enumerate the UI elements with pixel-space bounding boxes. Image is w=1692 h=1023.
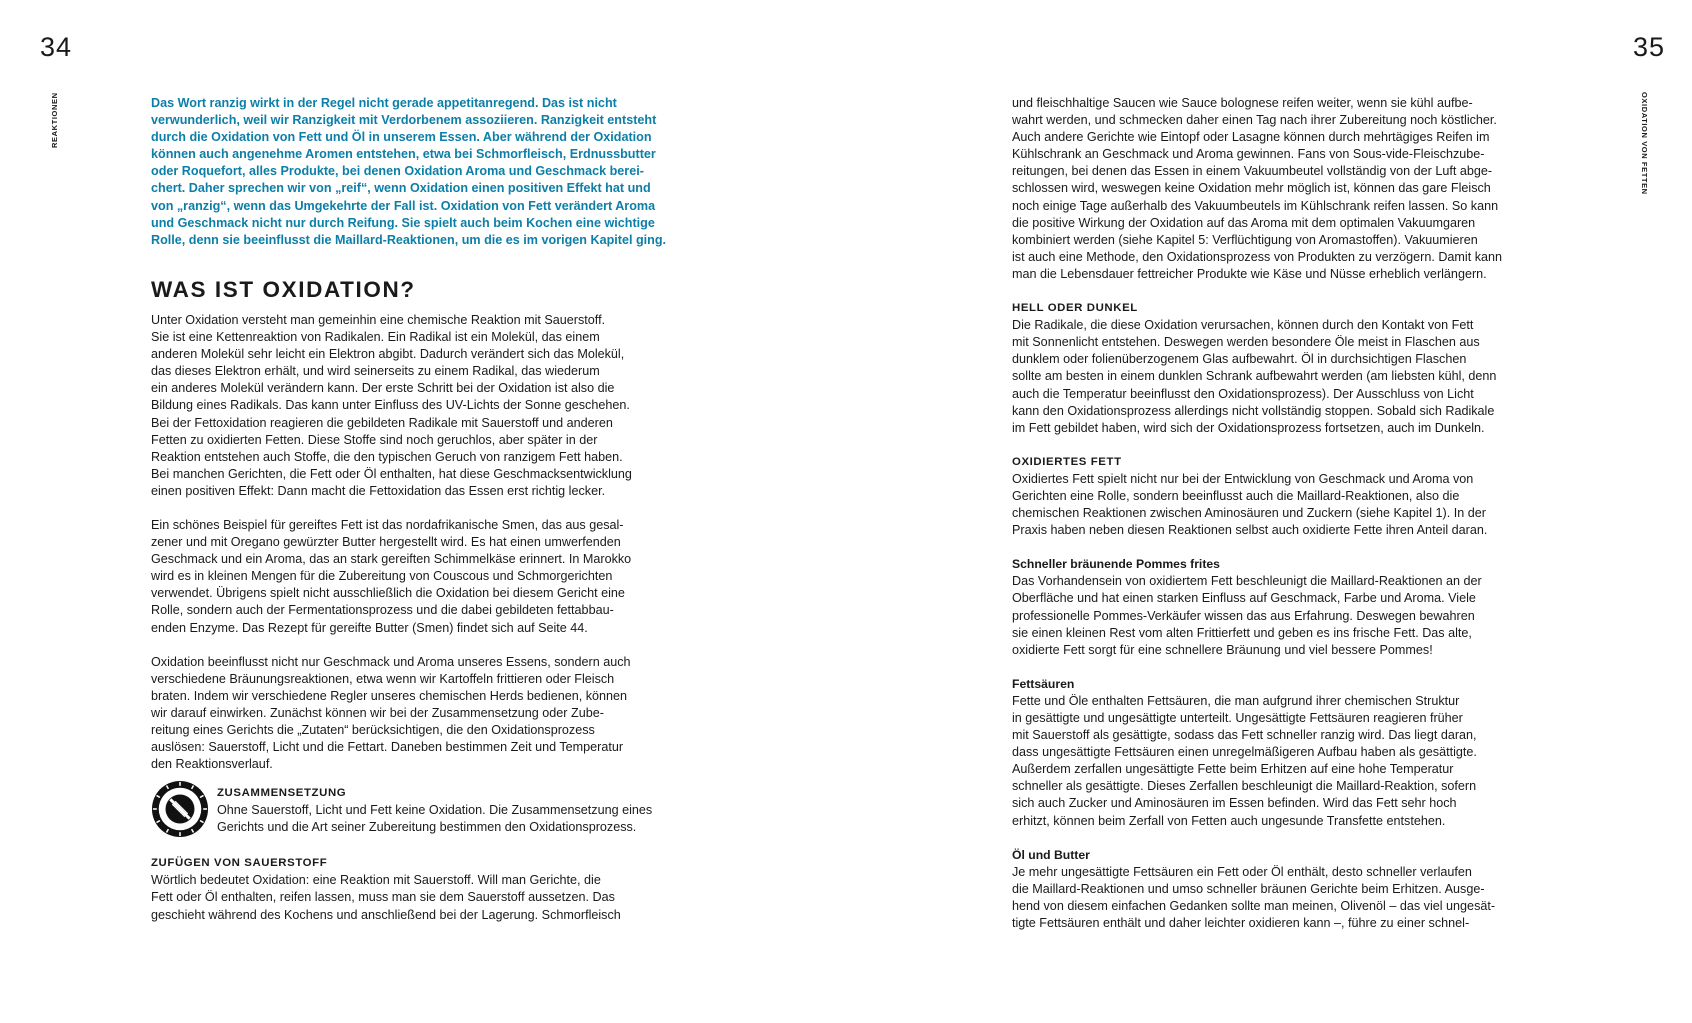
continued-paragraph — [1012, 95, 1557, 283]
text-line: wir darauf einwirken. Zunächst können wir bei der Zusammensetzung oder Zube- — [151, 705, 604, 720]
text-line: einen positiven Effekt: Dann macht die Fettoxidation das Essen erst richtig lecker. — [151, 483, 606, 498]
text-line: Ein schönes Beispiel für gereiftes Fett ist das nordafrikanische Smen, das aus gesal- — [151, 517, 624, 532]
left-column — [151, 95, 691, 924]
text-line: professionelle Pommes-Verkäufer wissen das aus Erfahrung. Deswegen bewahren — [1012, 608, 1475, 623]
summary-title: ZUSAMMENSETZUNG — [217, 787, 347, 800]
text-line: ein anderes Molekül verändern kann. Der erste Schritt bei der Oxidation ist also die — [151, 381, 615, 396]
body-paragraph-1 — [151, 312, 691, 500]
subsection-text-sauerstoff — [151, 872, 691, 923]
text-line: im Fett gebildet haben, wird sich der Oxidationsprozess fortsetzen, auch im Dunkeln. — [1012, 420, 1485, 435]
text-line: durch die Oxidation von Fett und Öl in unserem Essen. Aber während der Oxidation — [151, 130, 652, 145]
text-line: verwendet. Übrigens spielt nicht ausschließlich die Oxidation bei diesem Gericht eine — [151, 586, 625, 601]
text-line: das dieses Elektron erhält, und wird seinerseits zu einem Radikal, das wiederum — [151, 364, 600, 379]
text-line: Das Wort ranzig wirkt in der Regel nicht gerade appetitanregend. Das ist nicht — [151, 96, 617, 110]
text-line: Fett oder Öl enthalten, reifen lassen, muss man sie dem Sauerstoff aussetzen. Das — [151, 890, 615, 905]
text-line: oder Roquefort, alles Produkte, bei denen Oxidation Aroma und Geschmack berei- — [151, 164, 644, 179]
text-line: Fetten zu oxidierten Fetten. Diese Stoffe sind noch geruchlos, aber später in der — [151, 432, 598, 447]
text-line: von „ranzig“, wenn das Umgekehrte der Fall ist. Oxidation von Fett verändert Aroma — [151, 198, 656, 213]
text-line: dunklem oder folienüberzogenem Glas aufbewahrt. Öl in durchsichtigen Flaschen — [1012, 352, 1467, 367]
text-line: Die Radikale, die diese Oxidation verursachen, können durch den Kontakt von Fett — [1012, 318, 1474, 333]
subsection-title-oel-butter: Öl und Butter — [1012, 847, 1090, 862]
text-line: kombiniert werden (siehe Kapitel 5: Verflüchtigung von Aromastoffen). Vakuumieren — [1012, 232, 1478, 247]
text-line: auch die Temperatur beeinflusst den Oxidationsprozess). Der Ausschluss von Licht — [1012, 386, 1474, 401]
text-line: mit Sonnenlicht entstehen. Deswegen werden besondere Öle meist in Flaschen aus — [1012, 335, 1480, 350]
text-line: Oberfläche und hat einen starken Einfluss auf Geschmack, Farbe und Aroma. Viele — [1012, 591, 1476, 606]
text-line: erhitzt, können beim Zerfall von Fetten auch ungesunde Transfette entstehen. — [1012, 813, 1446, 828]
text-line: schneller als gesättigte. Dieses Zerfallen beschleunigt die Maillard-Reaktion, sofern — [1012, 779, 1477, 794]
text-line: noch einige Tage außerhalb des Vakuumbeutels im Kühlschrank reifen lassen. So kann — [1012, 198, 1499, 213]
running-head-right: OXIDATION VON FETTEN — [1640, 92, 1649, 195]
text-line: man die Lebensdauer fettreicher Produkte wie Käse und Nüsse erheblich verlängern. — [1012, 266, 1487, 281]
text-line: geschieht während des Kochens und anschließend bei der Lagerung. Schmorfleisch — [151, 907, 621, 922]
text-line: die Maillard-Reaktionen und umso schneller bräunen Gerichte beim Erhitzen. Ausge- — [1012, 881, 1485, 896]
text-line: Fette und Öle enthalten Fettsäuren, die man aufgrund ihrer chemischen Struktur — [1012, 693, 1460, 708]
text-line: Bei der Fettoxidation reagieren die gebildeten Radikale mit Sauerstoff und anderen — [151, 415, 613, 430]
text-line: Bei manchen Gerichten, die Fett oder Öl enthalten, hat diese Geschmacksentwicklung — [151, 466, 632, 481]
text-line: sie einen kleinen Rest vom alten Frittierfett und geben es ins frische Fett. Das alte, — [1012, 625, 1472, 640]
text-line: Praxis haben neben diesen Reaktionen selbst auch oxidierte Fette ihren Anteil daran. — [1012, 523, 1488, 538]
text-line: ist auch eine Methode, den Oxidationsprozess von Produkten zu verzögern. Damit kann — [1012, 249, 1503, 264]
text-line: die positive Wirkung der Oxidation auf das Aroma mit dem optimalen Vakuumgaren — [1012, 215, 1476, 230]
text-line: chert. Daher sprechen wir von „reif“, wenn Oxidation einen positiven Effekt hat und — [151, 181, 651, 196]
text-line: Gerichts und die Art seiner Zubereitung bestimmen den Oxidationsprozess. — [217, 820, 637, 835]
subsection-text-hell-dunkel — [1012, 317, 1557, 437]
text-line: Rolle, sondern auch der Fermentationsprozess und die dabei gebildeten fettabbau- — [151, 603, 614, 618]
text-line: Kühlschrank an Geschmack und Aroma gewinnen. Fans von Sous-vide-Fleischzube- — [1012, 147, 1485, 162]
subsection-text-fettsaeuren — [1012, 693, 1557, 830]
text-line: sich auch Zucker und Aminosäuren im Essen befinden. Wird das Fett sehr hoch — [1012, 796, 1457, 811]
text-line: hend von diesem einfachen Gedanken sollte man meinen, Olivenöl – das viel ungesät- — [1012, 898, 1496, 913]
text-line: enden Enzyme. Das Rezept für gereifte Butter (Smen) findet sich auf Seite 44. — [151, 620, 588, 635]
text-line: oxidierte Fett sorgt für eine schnellere Bräunung und viel bessere Pommes! — [1012, 642, 1433, 657]
intro-paragraph — [151, 95, 691, 249]
subsection-text-oxidiertes-fett — [1012, 471, 1557, 539]
text-line: tigte Fettsäuren enthält und daher leichter oxidieren kann –, führe zu einer schnel- — [1012, 916, 1470, 931]
subsection-title-sauerstoff: ZUFÜGEN VON SAUERSTOFF — [151, 857, 328, 870]
text-line: wird es in kleinen Mengen für die Zubereitung von Couscous und Schmorgerichten — [151, 569, 613, 584]
summary-text — [217, 802, 691, 836]
oxidation-dial-icon — [151, 780, 209, 838]
text-line: den Reaktionsverlauf. — [151, 757, 273, 772]
text-line: Oxidation beeinflusst nicht nur Geschmack und Aroma unseres Essens, sondern auch — [151, 654, 631, 669]
text-line: und fleischhaltige Saucen wie Sauce bolognese reifen weiter, wenn sie kühl aufbe- — [1012, 96, 1473, 110]
text-line: reitungen, bei denen das Essen in einem Vakuumbeutel vollständig von der Luft abge- — [1012, 164, 1493, 179]
text-line: sollte am besten in einem dunklen Schrank aufbewahrt werden (am liebsten kühl, denn — [1012, 369, 1497, 384]
text-line: Ohne Sauerstoff, Licht und Fett keine Oxidation. Die Zusammensetzung eines — [217, 803, 653, 818]
text-line: Wörtlich bedeutet Oxidation: eine Reaktion mit Sauerstoff. Will man Gerichte, die — [151, 873, 601, 888]
text-line: mit Sauerstoff als gesättigte, sodass das Fett schneller ranzig wird. Das liegt daran, — [1012, 728, 1477, 743]
subsection-text-pommes — [1012, 573, 1557, 658]
subsection-title-hell-dunkel: HELL ODER DUNKEL — [1012, 302, 1138, 315]
body-paragraph-3 — [151, 654, 691, 774]
page-number-right: 35 — [1633, 32, 1666, 62]
text-line: anderen Molekül sehr leicht ein Elektron abgibt. Dadurch verändert sich das Molekül, — [151, 347, 625, 362]
text-line: auslösen: Sauerstoff, Licht und die Fettart. Daneben bestimmen Zeit und Temperatur — [151, 740, 624, 755]
text-line: und Geschmack nicht nur durch Reifung. Sie spielt auch beim Kochen eine wichtige — [151, 215, 655, 230]
text-line: kann den Oxidationsprozess allerdings nicht vollständig stoppen. Sobald sich Radikale — [1012, 403, 1495, 418]
text-line: dass ungesättigte Fettsäuren einen unregelmäßigeren Aufbau haben als gesättigte. — [1012, 745, 1477, 760]
text-line: können auch angenehme Aromen entstehen, etwa bei Schmorfleisch, Erdnussbutter — [151, 147, 656, 162]
page-number-left: 34 — [40, 32, 73, 62]
text-line: Oxidiertes Fett spielt nicht nur bei der Entwicklung von Geschmack und Aroma von — [1012, 471, 1474, 486]
text-line: Das Vorhandensein von oxidiertem Fett beschleunigt die Maillard-Reaktionen an der — [1012, 574, 1482, 589]
text-line: Gerichten eine Rolle, sondern beeinflusst auch die Maillard-Reaktionen, also die — [1012, 488, 1460, 503]
subsection-title-fettsaeuren: Fettsäuren — [1012, 676, 1075, 691]
text-line: Reaktion entstehen auch Stoffe, die den typischen Geruch von ranzigem Fett haben. — [151, 449, 623, 464]
text-line: Rolle, denn sie beeinflusst die Maillard-Reaktionen, um die es im vorigen Kapitel ging. — [151, 232, 667, 247]
text-line: in gesättigte und ungesättigte unterteilt. Ungesättigte Fettsäuren reagieren früher — [1012, 711, 1463, 725]
text-line: Auch andere Gerichte wie Eintopf oder Lasagne können durch mehrtägiges Reifen im — [1012, 130, 1490, 145]
text-line: chemischen Reaktionen zwischen Aminosäuren und Zuckern (siehe Kapitel 1). In der — [1012, 506, 1486, 521]
running-head-left: REAKTIONEN — [50, 92, 59, 148]
section-heading: WAS IST OXIDATION? — [151, 276, 416, 302]
summary-box — [151, 779, 691, 838]
text-line: schlossen wird, weswegen keine Oxidation mehr möglich ist, können das gare Fleisch — [1012, 181, 1491, 196]
text-line: Geschmack und ein Aroma, das an stark gereiften Schimmelkäse erinnert. In Marokko — [151, 552, 632, 567]
text-line: Sie ist eine Kettenreaktion von Radikalen. Ein Radikal ist ein Molekül, das einem — [151, 330, 600, 345]
text-line: braten. Indem wir verschiedene Regler unseres chemischen Herds bedienen, können — [151, 688, 628, 703]
subsection-text-oel-butter — [1012, 864, 1557, 932]
text-line: wahrt werden, und schmecken daher einen Tag nach ihrer Zubereitung noch köstlicher. — [1012, 113, 1497, 128]
right-column — [1012, 95, 1557, 932]
text-line: verwunderlich, weil wir Ranzigkeit mit Verdorbenem assoziieren. Ranzigkeit entsteht — [151, 113, 657, 128]
subsection-title-oxidiertes-fett: OXIDIERTES FETT — [1012, 455, 1122, 468]
text-line: verschiedene Bräunungsreaktionen, etwa wenn wir Kartoffeln frittieren oder Fleisch — [151, 671, 615, 686]
text-line: zener und mit Oregano gewürzter Butter hergestellt wird. Es hat einen umwerfenden — [151, 535, 621, 550]
body-paragraph-2 — [151, 517, 691, 637]
text-line: reitung eines Gerichts die „Zutaten“ berücksichtigen, die den Oxidationsprozess — [151, 723, 595, 737]
text-line: Bildung eines Radikals. Das kann unter Einfluss des UV-Lichts der Sonne geschehen. — [151, 398, 630, 413]
text-line: Unter Oxidation versteht man gemeinhin eine chemische Reaktion mit Sauerstoff. — [151, 312, 606, 327]
text-line: Je mehr ungesättigte Fettsäuren ein Fett oder Öl enthält, desto schneller verlaufen — [1012, 864, 1472, 879]
text-line: Außerdem zerfallen ungesättigte Fette beim Erhitzen auf eine hohe Temperatur — [1012, 762, 1454, 777]
subsection-title-pommes: Schneller bräunende Pommes frites — [1012, 557, 1220, 572]
